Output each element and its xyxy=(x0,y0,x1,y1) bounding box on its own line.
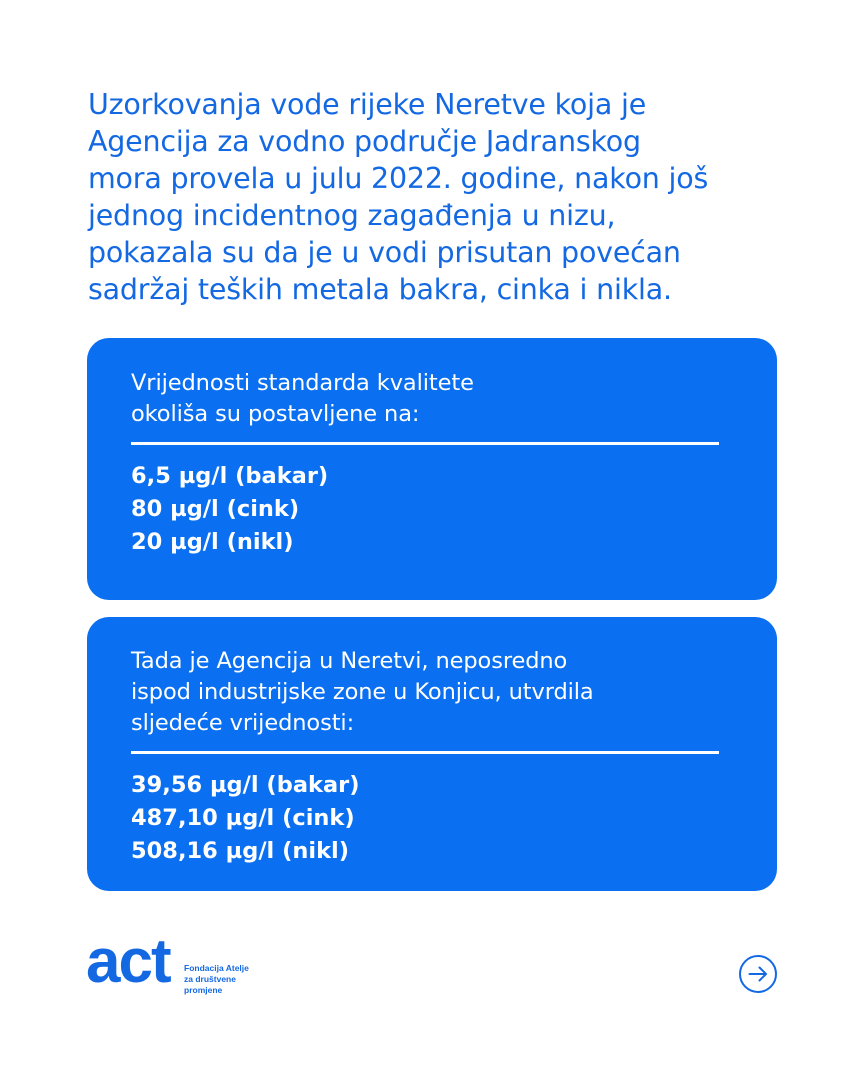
measured-description xyxy=(131,617,777,739)
measured-value-nickel: 508,16 µg/l (nikl) xyxy=(131,838,350,864)
logo-subtitle-line: za društvene xyxy=(184,974,236,984)
standards-description-line: okoliša su postavljene na: xyxy=(131,401,420,427)
measured-values-list xyxy=(131,769,777,868)
intro-line: sadržaj teških metala bakra, cinka i nikla. xyxy=(88,273,672,306)
standards-value-zinc: 80 µg/l (cink) xyxy=(131,496,300,522)
standards-description-line: Vrijednosti standarda kvalitete xyxy=(131,370,474,396)
logo-wordmark: act xyxy=(86,927,170,996)
measured-value-zinc: 487,10 µg/l (cink) xyxy=(131,805,355,831)
next-slide-button[interactable] xyxy=(738,954,778,994)
standards-values-list xyxy=(131,460,777,559)
arrow-right-circle-icon xyxy=(738,954,778,994)
measured-card xyxy=(87,617,777,891)
logo-subtitle-line: promjene xyxy=(184,985,223,995)
standards-value-nickel: 20 µg/l (nikl) xyxy=(131,529,294,555)
standards-divider xyxy=(131,442,719,445)
intro-line: mora provela u julu 2022. godine, nakon još xyxy=(88,162,709,195)
standards-card xyxy=(87,338,777,600)
standards-description xyxy=(131,338,777,430)
intro-line: Agencija za vodno područje Jadranskog xyxy=(88,125,641,158)
logo-subtitle xyxy=(184,963,249,996)
intro-line: jednog incidentnog zagađenja u nizu, xyxy=(88,199,616,232)
intro-line: pokazala su da je u vodi prisutan povećan xyxy=(88,236,681,269)
logo-subtitle-line: Fondacija Atelje xyxy=(184,963,249,973)
measured-value-copper: 39,56 µg/l (bakar) xyxy=(131,772,360,798)
measured-description-line: sljedeće vrijednosti: xyxy=(131,710,355,736)
intro-line: Uzorkovanja vode rijeke Neretve koja je xyxy=(88,88,647,121)
measured-description-line: ispod industrijske zone u Konjicu, utvrdila xyxy=(131,679,594,705)
measured-divider xyxy=(131,751,719,754)
standards-value-copper: 6,5 µg/l (bakar) xyxy=(131,463,329,489)
measured-description-line: Tada je Agencija u Neretvi, neposredno xyxy=(131,648,568,674)
intro-text xyxy=(88,86,788,308)
